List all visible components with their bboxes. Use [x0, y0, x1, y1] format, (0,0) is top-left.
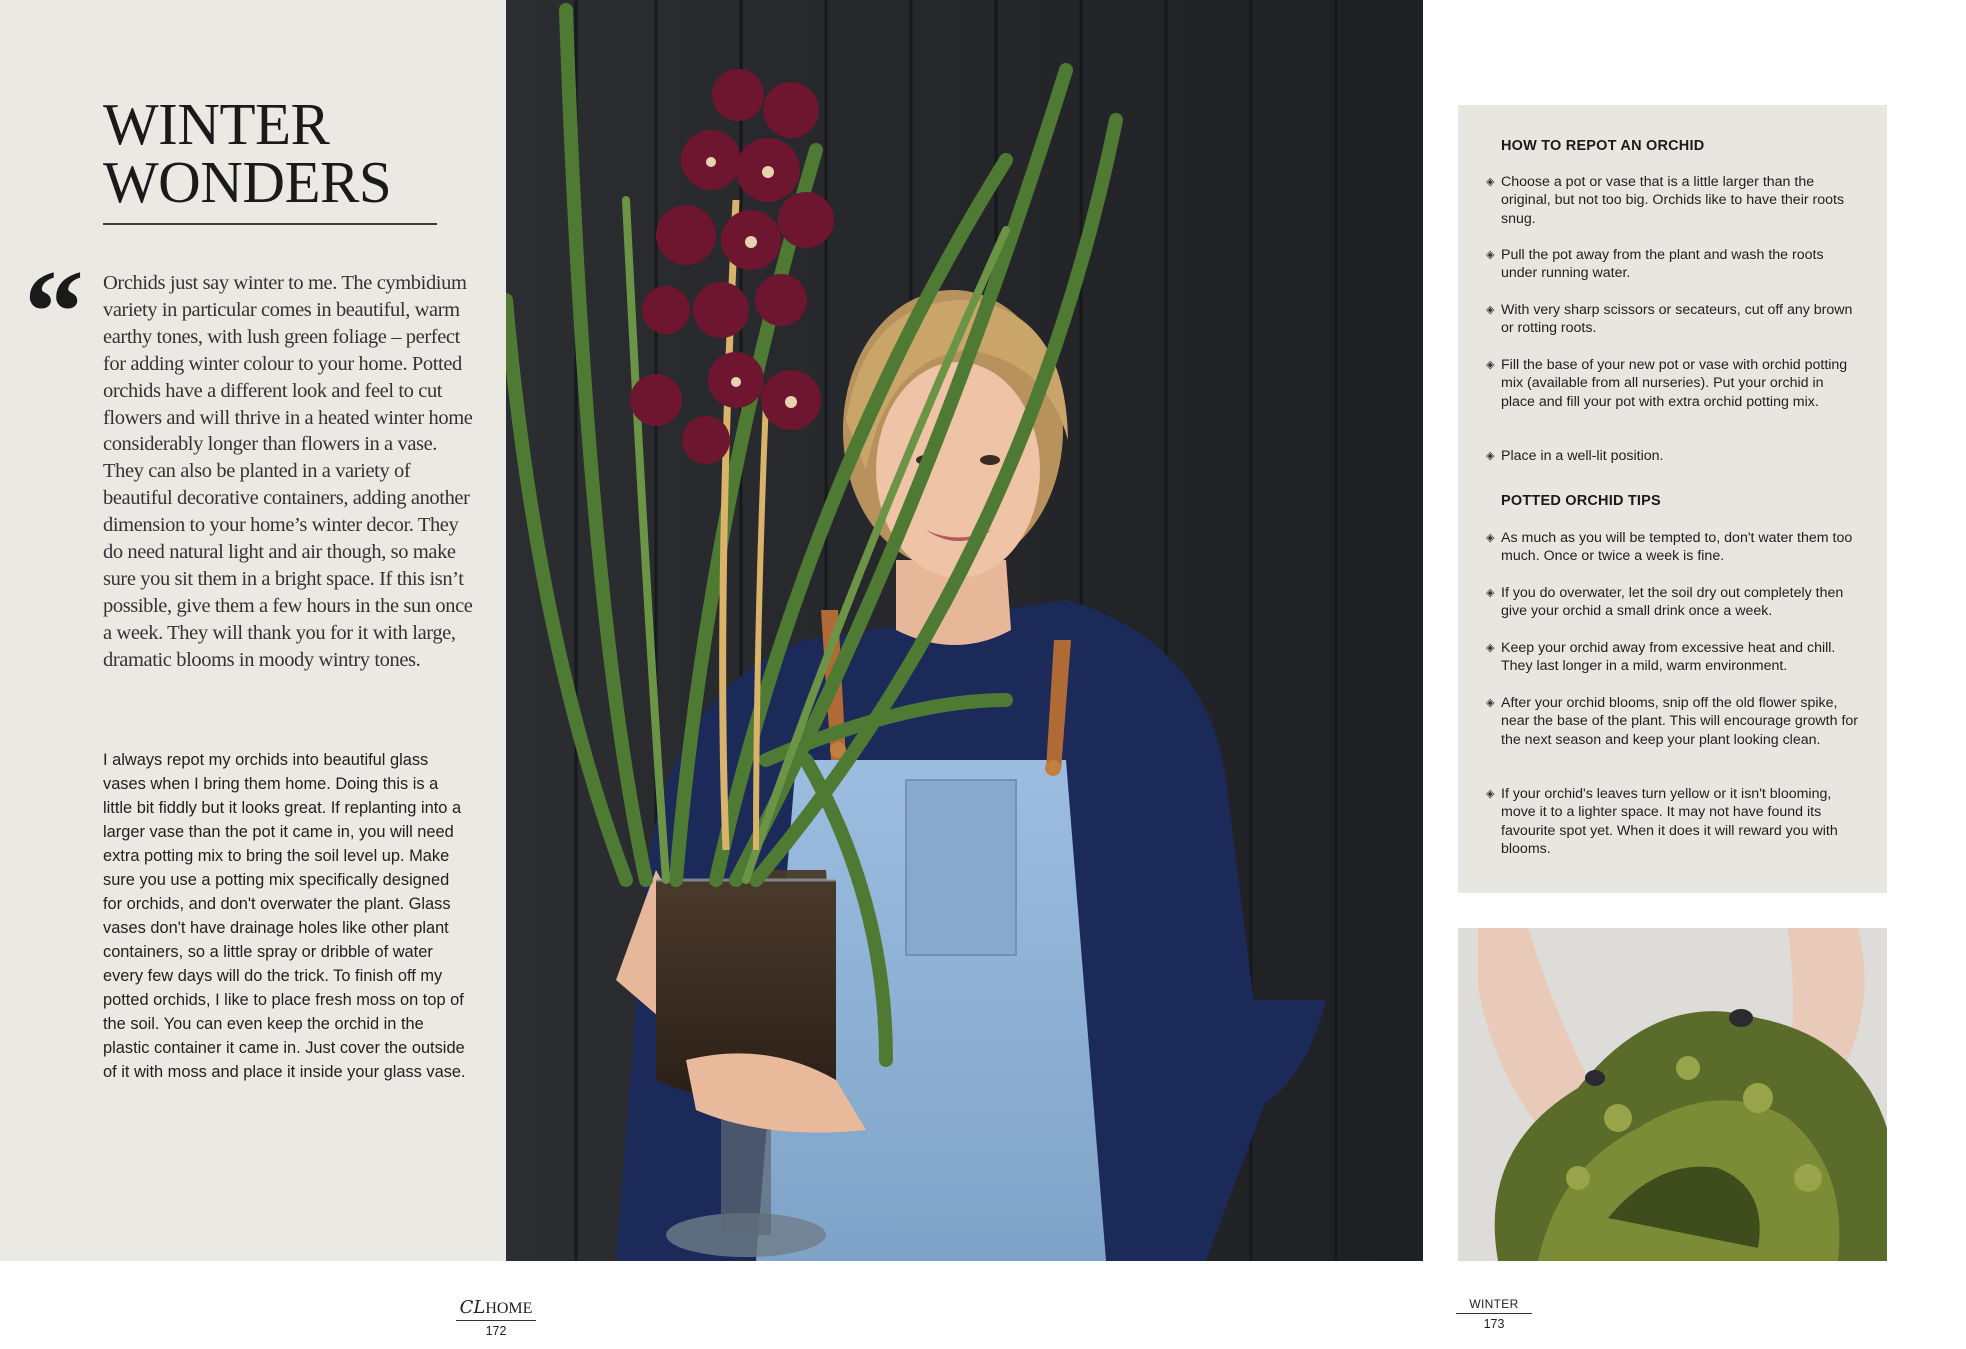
repot-step: ◈ Choose a pot or vase that is a little larger than the original, but not too big. Orchids like to have their roots snug.: [1486, 174, 1845, 227]
title-divider: [103, 223, 437, 225]
page-number-right: 173: [1483, 1317, 1505, 1331]
orchid-tip: ◈ As much as you will be tempted to, don't water them too much. Once or twice a week is fine.: [1486, 530, 1853, 565]
magazine-logo: [456, 1297, 536, 1318]
orchid-tip: ◈ If you do overwater, let the soil dry out completely then give your orchid a small drink once a week.: [1486, 585, 1844, 620]
repot-heading: HOW TO REPOT AN ORCHID: [1501, 138, 1705, 154]
bullet-icon: ◈: [1486, 359, 1495, 371]
folio-rule: [1456, 1313, 1532, 1314]
tips-heading: POTTED ORCHID TIPS: [1501, 493, 1661, 509]
article-panel: [0, 0, 506, 1261]
page-number-left: 172: [485, 1324, 507, 1338]
orchid-tip: ◈ Keep your orchid away from excessive heat and chill. They last longer in a mild, warm environment.: [1486, 640, 1836, 675]
logo-script: CL: [459, 1297, 486, 1318]
hands-with-moss-image: [1458, 928, 1887, 1261]
bullet-icon: ◈: [1486, 587, 1495, 599]
quote-mark-icon: “: [24, 245, 84, 378]
repot-tips-sidebar: [1458, 105, 1887, 893]
logo-text: HOME: [485, 1300, 533, 1317]
section-label: WINTER: [1469, 1297, 1519, 1311]
repot-step: ◈ Pull the pot away from the plant and wash the roots under running water.: [1486, 247, 1824, 282]
florist-with-orchid-image: [506, 0, 1423, 1261]
orchid-tip: ◈ If your orchid's leaves turn yellow or it isn't blooming, move it to a lighter space. It may not have found its favourite spot yet. When it does it will reward you with blooms.: [1486, 786, 1838, 857]
title-line-2: WONDERS: [103, 149, 392, 215]
article-body: I always repot my orchids into beautiful glass vases when I bring them home. Doing this is a little bit fiddly but it looks great. If replanting into a larger vase than the pot it came in, you will need extra potting mix to bring the soil level up. Make sure you use a potting mix specifically designed for orchids, and don't overwater the plant. Glass vases don't have drainage holes like other plant containers, so a little spray or dribble of water every few days will do the trick. To finish off my potted orchids, I like to place fresh moss on top of the soil. You can even keep the orchid in the plastic container it came in. Just cover the outside of it with moss and place it inside your glass vase.: [103, 751, 466, 1081]
hero-photo: [506, 0, 1423, 1261]
bullet-icon: ◈: [1486, 532, 1495, 544]
bullet-icon: ◈: [1486, 304, 1495, 316]
article-title: [103, 91, 392, 215]
folio-rule: [456, 1320, 536, 1321]
bullet-icon: ◈: [1486, 450, 1495, 462]
bullet-icon: ◈: [1486, 176, 1495, 188]
repot-step: ◈ With very sharp scissors or secateurs, cut off any brown or rotting roots.: [1486, 302, 1853, 337]
repot-step: ◈ Place in a well-lit position.: [1486, 448, 1664, 464]
repot-step: ◈ Fill the base of your new pot or vase with orchid potting mix (available from all nurseries). Put your orchid in place and fill your pot with extra orchid potting mix.: [1486, 357, 1848, 410]
title-line-1: WINTER: [103, 91, 330, 157]
folio-left: [456, 1297, 536, 1338]
bullet-icon: ◈: [1486, 697, 1495, 709]
bullet-icon: ◈: [1486, 642, 1495, 654]
moss-photo: [1458, 928, 1887, 1261]
orchid-tip: ◈ After your orchid blooms, snip off the old flower spike, near the base of the plant. This will encourage growth for the next season and keep your plant looking clean.: [1486, 695, 1859, 748]
folio-right: [1456, 1297, 1532, 1331]
bullet-icon: ◈: [1486, 788, 1495, 800]
pull-quote: Orchids just say winter to me. The cymbidium variety in particular comes in beautiful, warm earthy tones, with lush green foliage – perfect for adding winter colour to your home. Potted orchids have a different look and feel to cut flowers and will thrive in a heated winter home considerably longer than flowers in a vase. They can also be planted in a variety of beautiful decorative containers, adding another dimension to your home’s winter decor. They do need natural light and air though, so make sure you sit them in a bright space. If this isn’t possible, give them a few hours in the sun once a week. They will thank you for it with large, dramatic blooms in moody wintry tones.: [103, 272, 473, 671]
bullet-icon: ◈: [1486, 249, 1495, 261]
